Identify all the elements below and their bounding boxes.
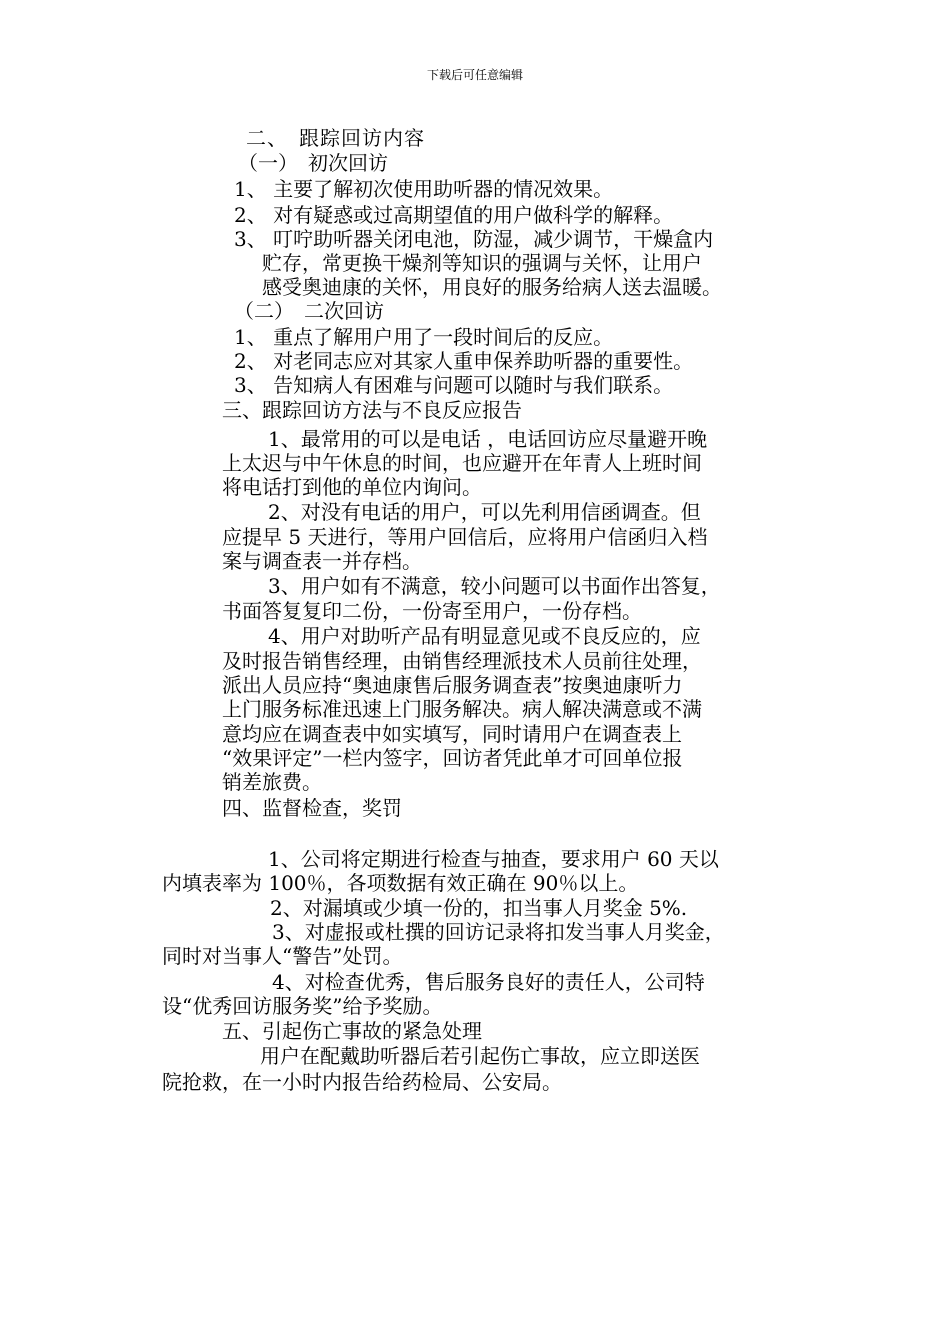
paragraph-line: 销差旅费。 [222, 770, 322, 794]
list-item: 1、 主要了解初次使用助听器的情况效果。 [234, 177, 614, 201]
list-item: 3、 告知病人有困难与问题可以随时与我们联系。 [234, 373, 674, 397]
paragraph-line: “效果评定”一栏内签字，回访者凭此单才可回单位报 [222, 746, 683, 770]
paragraph-line: 应提早 5 天进行，等用户回信后，应将用户信函归入档 [222, 525, 708, 549]
paragraph-line: 案与调查表一并存档。 [222, 549, 422, 573]
subsection-heading: （二） 二次回访 [234, 299, 384, 323]
section-heading: 三、跟踪回访方法与不良反应报告 [222, 398, 522, 422]
list-item: 3、 叮咛助听器关闭电池，防湿，减少调节，干燥盒内 [234, 227, 714, 251]
paragraph-line: 用户在配戴助听器后若引起伤亡事故，应立即送医 [260, 1044, 700, 1068]
paragraph-line: 4、对检查优秀，售后服务良好的责任人，公司特 [272, 970, 705, 994]
list-item-continued: 感受奥迪康的关怀，用良好的服务给病人送去温暖。 [262, 275, 722, 299]
paragraph-line: 书面答复复印二份，一份寄至用户，一份存档。 [222, 599, 642, 623]
list-item: 2、 对老同志应对其家人重申保养助听器的重要性。 [234, 349, 694, 373]
paragraph-line: 3、对虚报或杜撰的回访记录将扣发当事人月奖金， [272, 920, 725, 944]
paragraph-line: 上太迟与中午休息的时间，也应避开在年青人上班时间 [222, 451, 702, 475]
paragraph-line: 同时对当事人“警告”处罚。 [162, 944, 403, 968]
paragraph-line: 意均应在调查表中如实填写，同时请用户在调查表上 [222, 722, 682, 746]
paragraph-line: 及时报告销售经理，由销售经理派技术人员前往处理， [222, 649, 702, 673]
section-heading: 四、监督检查，奖罚 [222, 796, 402, 820]
paragraph-line: 3、用户如有不满意，较小问题可以书面作出答复， [268, 574, 721, 598]
paragraph-line: 1、最常用的可以是电话 ，电话回访应尽量避开晚 [268, 427, 708, 451]
section-heading: 二、 跟踪回访内容 [246, 126, 425, 150]
paragraph-line: 4、用户对助听产品有明显意见或不良反应的，应 [268, 624, 701, 648]
paragraph-line: 2、对漏填或少填一份的，扣当事人月奖金 5%. [270, 896, 688, 920]
paragraph-line: 内填表率为 100％，各项数据有效正确在 90％以上。 [162, 871, 639, 895]
header-note: 下载后可任意编辑 [426, 68, 523, 82]
list-item-continued: 贮存，常更换干燥剂等知识的强调与关怀，让用户 [262, 251, 702, 275]
paragraph-line: 派出人员应持“奥迪康售后服务调查表”按奥迪康听力 [222, 673, 683, 697]
subsection-heading: （一） 初次回访 [238, 151, 388, 175]
list-item: 1、 重点了解用户用了一段时间后的反应。 [234, 325, 614, 349]
section-heading: 五、引起伤亡事故的紧急处理 [222, 1019, 482, 1043]
paragraph-line: 设“优秀回访服务奖”给予奖励。 [162, 994, 443, 1018]
paragraph-line: 院抢救，在一小时内报告给药检局、公安局。 [162, 1070, 562, 1094]
paragraph-line: 上门服务标准迅速上门服务解决。病人解决满意或不满 [222, 697, 702, 721]
list-item: 2、 对有疑惑或过高期望值的用户做科学的解释。 [234, 203, 674, 227]
paragraph-line: 1、公司将定期进行检查与抽查，要求用户 60 天以 [268, 847, 719, 871]
paragraph-line: 将电话打到他的单位内询问。 [222, 475, 482, 499]
paragraph-line: 2、对没有电话的用户，可以先利用信函调查。但 [268, 500, 701, 524]
